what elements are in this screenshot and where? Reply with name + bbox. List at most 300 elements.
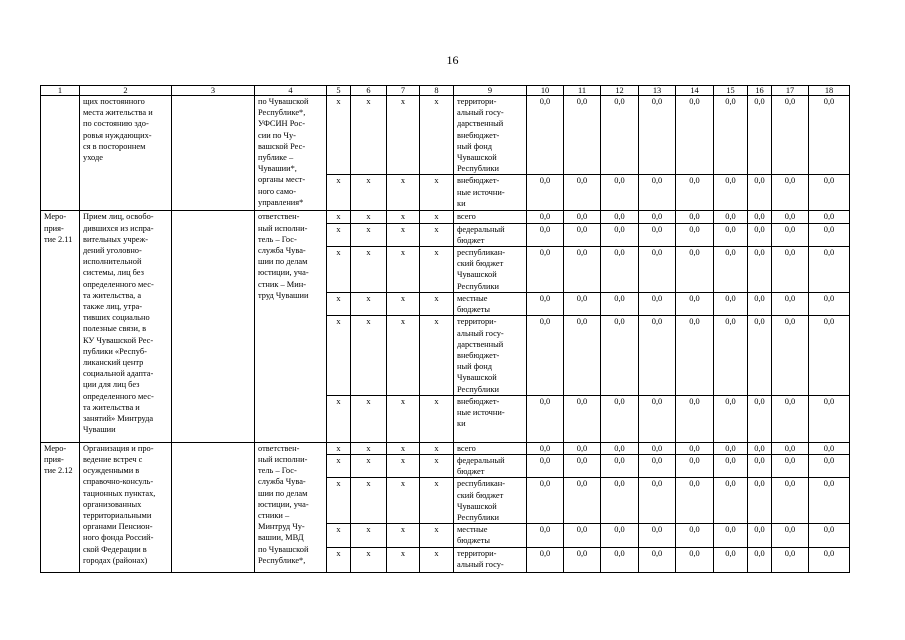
code-cell: x <box>420 524 454 547</box>
amount-cell: 0,0 <box>676 223 714 246</box>
amount-cell: 0,0 <box>748 478 772 524</box>
funding-source-line: федеральный <box>457 224 505 234</box>
activity-description <box>80 211 172 442</box>
amount-cell: 0,0 <box>601 478 639 524</box>
code-cell: x <box>387 247 420 293</box>
funding-source-line: ные источни- <box>457 408 505 418</box>
code-cell: x <box>327 478 351 524</box>
activity-number-line: Меро- <box>44 443 67 453</box>
column-number-7: 7 <box>387 86 420 96</box>
code-cell: x <box>351 175 387 211</box>
executor-description-line: тель – Гос- <box>258 466 297 476</box>
executor-description-line: вашии, МВД <box>258 533 304 543</box>
activity-description-line: ровья нуждающих- <box>83 130 152 140</box>
funding-source-line: ки <box>457 419 466 429</box>
activity-description-line: ного фонда Россий- <box>83 533 154 543</box>
funding-source <box>454 478 527 524</box>
column-number-8: 8 <box>420 86 454 96</box>
amount-cell: 0,0 <box>639 223 676 246</box>
code-cell: x <box>351 211 387 223</box>
amount-cell: 0,0 <box>772 395 809 442</box>
amount-cell: 0,0 <box>772 478 809 524</box>
executor-description-line: шии по делам <box>258 488 308 498</box>
amount-cell: 0,0 <box>564 455 601 478</box>
amount-cell: 0,0 <box>748 293 772 316</box>
code-cell: x <box>387 211 420 223</box>
amount-cell: 0,0 <box>639 478 676 524</box>
amount-cell: 0,0 <box>639 395 676 442</box>
code-cell: x <box>387 442 420 454</box>
funding-source-line: Чувашской <box>457 501 497 511</box>
funding-source-line: ки <box>457 198 466 208</box>
activity-description <box>80 96 172 211</box>
funding-source-line: всего <box>457 212 476 222</box>
executor-description-line: по Чувашской <box>258 544 309 554</box>
code-cell: x <box>351 442 387 454</box>
activity-number-line: тие 2.11 <box>44 234 73 244</box>
activity-description-line: определенного мес- <box>83 391 154 401</box>
amount-cell: 0,0 <box>714 478 748 524</box>
executor-description-line: Республике*, <box>258 108 306 118</box>
amount-cell: 0,0 <box>527 96 564 175</box>
executor-description-line: по Чувашской <box>258 97 309 106</box>
executor-description-line: тель – Гос- <box>258 234 297 244</box>
amount-cell: 0,0 <box>676 524 714 547</box>
code-cell: x <box>351 316 387 395</box>
funding-source-line: Чувашской <box>457 373 497 383</box>
code-cell: x <box>351 395 387 442</box>
funding-source-line: бюджет <box>457 467 485 477</box>
funding-source-line: бюджеты <box>457 305 491 315</box>
amount-cell: 0,0 <box>564 293 601 316</box>
amount-cell: 0,0 <box>748 395 772 442</box>
column-number-3: 3 <box>172 86 255 96</box>
amount-cell: 0,0 <box>676 316 714 395</box>
code-cell: x <box>327 442 351 454</box>
amount-cell: 0,0 <box>601 524 639 547</box>
table-row <box>41 211 850 223</box>
column-number-1: 1 <box>41 86 80 96</box>
amount-cell: 0,0 <box>527 524 564 547</box>
funding-source <box>454 223 527 246</box>
executor-description-line: служба Чува- <box>258 246 306 256</box>
code-cell: x <box>327 96 351 175</box>
activity-description-line: ликанский центр <box>83 358 144 368</box>
funding-source-line: дарственный <box>457 339 504 349</box>
activity-description-line: места жительства и <box>83 108 153 118</box>
funding-source <box>454 442 527 454</box>
amount-cell: 0,0 <box>748 175 772 211</box>
amount-cell: 0,0 <box>676 211 714 223</box>
activity-description-line: социальной адапта- <box>83 369 154 379</box>
funding-source-line: территори- <box>457 97 497 106</box>
amount-cell: 0,0 <box>809 223 850 246</box>
activity-description-line: тационных пунктах, <box>83 488 156 498</box>
funding-source-line: местные <box>457 294 488 304</box>
empty-cell <box>172 442 255 572</box>
activity-description-line: определенного мес- <box>83 279 154 289</box>
activity-description-line: полезные связи, в <box>83 324 147 334</box>
executor-description-line: Чувашии*, <box>258 164 297 174</box>
funding-source-line: Республики <box>457 384 500 394</box>
amount-cell: 0,0 <box>639 442 676 454</box>
amount-cell: 0,0 <box>714 96 748 175</box>
amount-cell: 0,0 <box>748 547 772 572</box>
activity-number-line: тие 2.12 <box>44 466 73 476</box>
amount-cell: 0,0 <box>564 316 601 395</box>
funding-source-line: территори- <box>457 548 497 558</box>
amount-cell: 0,0 <box>772 524 809 547</box>
amount-cell: 0,0 <box>772 96 809 175</box>
amount-cell: 0,0 <box>772 175 809 211</box>
executor-description <box>255 442 327 572</box>
funding-source-line: внебюджет- <box>457 176 500 186</box>
amount-cell: 0,0 <box>564 223 601 246</box>
amount-cell: 0,0 <box>639 524 676 547</box>
activity-number-line: Меро- <box>44 212 67 222</box>
activity-description-line: ведение встреч с <box>83 455 143 465</box>
funding-source-line: всего <box>457 443 476 453</box>
activity-description-line: та жительства, а <box>83 290 142 300</box>
funding-source-line: Чувашской <box>457 153 497 163</box>
code-cell: x <box>351 524 387 547</box>
funding-source <box>454 96 527 175</box>
amount-cell: 0,0 <box>809 442 850 454</box>
amount-cell: 0,0 <box>527 316 564 395</box>
code-cell: x <box>387 175 420 211</box>
activity-description-line: территориальными <box>83 511 152 521</box>
activity-number <box>41 442 80 572</box>
code-cell: x <box>327 293 351 316</box>
amount-cell: 0,0 <box>639 96 676 175</box>
amount-cell: 0,0 <box>748 316 772 395</box>
amount-cell: 0,0 <box>639 247 676 293</box>
activity-description-line: системы, лиц без <box>83 268 144 278</box>
amount-cell: 0,0 <box>639 316 676 395</box>
column-number-17: 17 <box>772 86 809 96</box>
amount-cell: 0,0 <box>714 175 748 211</box>
column-number-16: 16 <box>748 86 772 96</box>
amount-cell: 0,0 <box>564 442 601 454</box>
column-number-18: 18 <box>809 86 850 96</box>
amount-cell: 0,0 <box>772 211 809 223</box>
activity-description-line: исполнительной <box>83 257 142 267</box>
funding-source-line: внебюджет- <box>457 130 500 140</box>
amount-cell: 0,0 <box>714 223 748 246</box>
activity-description-line: органами Пенсион- <box>83 522 153 532</box>
amount-cell: 0,0 <box>772 455 809 478</box>
code-cell: x <box>327 223 351 246</box>
funding-source <box>454 395 527 442</box>
column-number-15: 15 <box>714 86 748 96</box>
amount-cell: 0,0 <box>527 395 564 442</box>
column-number-13: 13 <box>639 86 676 96</box>
code-cell: x <box>387 223 420 246</box>
amount-cell: 0,0 <box>772 293 809 316</box>
funding-source-line: ный фонд <box>457 362 493 372</box>
activity-description-line: ской Федерации в <box>83 544 147 554</box>
amount-cell: 0,0 <box>772 316 809 395</box>
funding-source-line: ные источни- <box>457 187 505 197</box>
executor-description-line: управления* <box>258 197 304 207</box>
activity-description-line: та жительства и <box>83 402 140 412</box>
amount-cell: 0,0 <box>714 547 748 572</box>
funding-source-line: внебюджет- <box>457 351 500 361</box>
code-cell: x <box>420 478 454 524</box>
amount-cell: 0,0 <box>601 223 639 246</box>
amount-cell: 0,0 <box>527 247 564 293</box>
amount-cell: 0,0 <box>639 211 676 223</box>
amount-cell: 0,0 <box>809 293 850 316</box>
amount-cell: 0,0 <box>564 247 601 293</box>
activity-number <box>41 211 80 442</box>
code-cell: x <box>351 293 387 316</box>
amount-cell: 0,0 <box>601 455 639 478</box>
executor-description-line: Минтруд Чу- <box>258 522 305 532</box>
activity-description-line: городах (районах) <box>83 555 148 565</box>
code-cell: x <box>327 395 351 442</box>
executor-description-line: ответствен- <box>258 443 300 453</box>
amount-cell: 0,0 <box>772 547 809 572</box>
activity-description-line: занятий» Минтруда <box>83 414 154 424</box>
column-number-9: 9 <box>454 86 527 96</box>
empty-cell <box>172 211 255 442</box>
amount-cell: 0,0 <box>527 442 564 454</box>
code-cell: x <box>420 96 454 175</box>
amount-cell: 0,0 <box>676 175 714 211</box>
column-number-5: 5 <box>327 86 351 96</box>
code-cell: x <box>420 316 454 395</box>
executor-description-line: труд Чувашии <box>258 290 309 300</box>
funding-source-line: ский бюджет <box>457 259 504 269</box>
amount-cell: 0,0 <box>601 442 639 454</box>
code-cell: x <box>387 478 420 524</box>
amount-cell: 0,0 <box>564 478 601 524</box>
amount-cell: 0,0 <box>748 455 772 478</box>
amount-cell: 0,0 <box>564 96 601 175</box>
amount-cell: 0,0 <box>809 395 850 442</box>
column-number-14: 14 <box>676 86 714 96</box>
funding-source <box>454 247 527 293</box>
executor-description-line: публике – <box>258 153 294 163</box>
funding-source-line: территори- <box>457 317 497 327</box>
funding-source-line: республикан- <box>457 248 506 258</box>
executor-description-line: вашской Рес- <box>258 141 306 151</box>
code-cell: x <box>327 524 351 547</box>
code-cell: x <box>420 395 454 442</box>
code-cell: x <box>387 524 420 547</box>
amount-cell: 0,0 <box>601 211 639 223</box>
column-number-12: 12 <box>601 86 639 96</box>
funding-source <box>454 211 527 223</box>
funding-source-line: республикан- <box>457 479 506 489</box>
amount-cell: 0,0 <box>601 316 639 395</box>
executor-description-line: Республике*, <box>258 555 306 565</box>
amount-cell: 0,0 <box>748 442 772 454</box>
code-cell: x <box>351 247 387 293</box>
funding-source <box>454 175 527 211</box>
amount-cell: 0,0 <box>714 442 748 454</box>
activity-description-line: также лиц, утра- <box>83 302 143 312</box>
activity-description-line: Организация и про- <box>83 443 154 453</box>
amount-cell: 0,0 <box>639 455 676 478</box>
code-cell: x <box>387 293 420 316</box>
activity-description-line: дившихся из испра- <box>83 223 154 233</box>
code-cell: x <box>387 96 420 175</box>
amount-cell: 0,0 <box>809 455 850 478</box>
activity-description-line: по состоянию здо- <box>83 119 149 129</box>
code-cell: x <box>351 478 387 524</box>
amount-cell: 0,0 <box>809 96 850 175</box>
code-cell: x <box>387 547 420 572</box>
executor-description-line: служба Чува- <box>258 477 306 487</box>
amount-cell: 0,0 <box>809 524 850 547</box>
activity-description-line: уходе <box>83 153 103 163</box>
funding-source-line: Республики <box>457 164 500 174</box>
executor-description <box>255 96 327 211</box>
activity-description-line: Прием лиц, освобо- <box>83 212 154 222</box>
funding-source <box>454 316 527 395</box>
funding-source-line: альный госу- <box>457 559 504 569</box>
amount-cell: 0,0 <box>714 293 748 316</box>
code-cell: x <box>387 395 420 442</box>
column-number-row <box>41 86 850 96</box>
amount-cell: 0,0 <box>809 547 850 572</box>
funding-source-line: местные <box>457 525 488 535</box>
column-number-2: 2 <box>80 86 172 96</box>
amount-cell: 0,0 <box>809 478 850 524</box>
funding-source-line: федеральный <box>457 456 505 466</box>
amount-cell: 0,0 <box>748 247 772 293</box>
activity-description-line: организованных <box>83 499 142 509</box>
amount-cell: 0,0 <box>676 442 714 454</box>
activity-description-line: вительных учреж- <box>83 234 149 244</box>
activity-number-line: прия- <box>44 223 64 233</box>
executor-description-line: стники – <box>258 511 290 521</box>
funding-source <box>454 547 527 572</box>
code-cell: x <box>327 316 351 395</box>
activity-description-line: КУ Чувашской Рес- <box>83 335 154 345</box>
activity-description-line: щих постоянного <box>83 97 145 106</box>
column-number-4: 4 <box>255 86 327 96</box>
funding-source <box>454 293 527 316</box>
funding-source-line: дарственный <box>457 119 504 129</box>
code-cell: x <box>420 293 454 316</box>
executor-description-line: юстиции, уча- <box>258 268 309 278</box>
funding-source <box>454 524 527 547</box>
amount-cell: 0,0 <box>809 316 850 395</box>
code-cell: x <box>327 455 351 478</box>
amount-cell: 0,0 <box>601 293 639 316</box>
funding-source-line: ский бюджет <box>457 490 504 500</box>
funding-source-line: Республики <box>457 513 500 523</box>
amount-cell: 0,0 <box>809 247 850 293</box>
amount-cell: 0,0 <box>601 247 639 293</box>
code-cell: x <box>327 211 351 223</box>
amount-cell: 0,0 <box>714 247 748 293</box>
column-number-10: 10 <box>527 86 564 96</box>
code-cell: x <box>420 547 454 572</box>
amount-cell: 0,0 <box>527 211 564 223</box>
funding-source-line: альный госу- <box>457 328 504 338</box>
executor-description-line: юстиции, уча- <box>258 499 309 509</box>
funding-source-line: бюджеты <box>457 536 491 546</box>
activity-number-line: прия- <box>44 455 64 465</box>
amount-cell: 0,0 <box>639 175 676 211</box>
executor-description-line: стник – Мин- <box>258 279 306 289</box>
amount-cell: 0,0 <box>714 211 748 223</box>
code-cell: x <box>351 547 387 572</box>
column-number-11: 11 <box>564 86 601 96</box>
executor-description-line: сии по Чу- <box>258 130 296 140</box>
amount-cell: 0,0 <box>639 293 676 316</box>
activity-description-line: справочно-консуль- <box>83 477 154 487</box>
executor-description-line: ный исполни- <box>258 223 308 233</box>
amount-cell: 0,0 <box>564 547 601 572</box>
funding-source-line: Чувашской <box>457 270 497 280</box>
activity-description <box>80 442 172 572</box>
executor-description-line: органы мест- <box>258 175 306 185</box>
amount-cell: 0,0 <box>676 293 714 316</box>
amount-cell: 0,0 <box>714 395 748 442</box>
amount-cell: 0,0 <box>676 455 714 478</box>
executor-description <box>255 211 327 442</box>
code-cell: x <box>420 211 454 223</box>
amount-cell: 0,0 <box>714 316 748 395</box>
code-cell: x <box>351 455 387 478</box>
funding-source <box>454 455 527 478</box>
code-cell: x <box>420 247 454 293</box>
amount-cell: 0,0 <box>772 223 809 246</box>
amount-cell: 0,0 <box>564 175 601 211</box>
code-cell: x <box>387 455 420 478</box>
activity-description-line: Чувашии <box>83 425 116 435</box>
page-number: 16 <box>446 53 459 67</box>
activity-description-line: ции для лиц без <box>83 380 140 390</box>
amount-cell: 0,0 <box>676 547 714 572</box>
amount-cell: 0,0 <box>772 247 809 293</box>
executor-description-line: шии по делам <box>258 257 308 267</box>
amount-cell: 0,0 <box>639 547 676 572</box>
amount-cell: 0,0 <box>527 293 564 316</box>
table-row <box>41 442 850 454</box>
funding-source-line: бюджет <box>457 235 485 245</box>
amount-cell: 0,0 <box>676 478 714 524</box>
activity-number <box>41 96 80 211</box>
empty-cell <box>172 96 255 211</box>
table-row <box>41 96 850 175</box>
amount-cell: 0,0 <box>748 223 772 246</box>
funding-source-line: Республики <box>457 281 500 291</box>
activity-description-line: публики «Респуб- <box>83 346 147 356</box>
code-cell: x <box>327 175 351 211</box>
budget-table <box>40 85 850 573</box>
amount-cell: 0,0 <box>527 547 564 572</box>
code-cell: x <box>387 316 420 395</box>
activity-description-line: ся в постороннем <box>83 141 146 151</box>
amount-cell: 0,0 <box>601 547 639 572</box>
amount-cell: 0,0 <box>772 442 809 454</box>
amount-cell: 0,0 <box>748 524 772 547</box>
executor-description-line: ный исполни- <box>258 455 308 465</box>
amount-cell: 0,0 <box>714 524 748 547</box>
executor-description-line: УФСИН Рос- <box>258 119 306 129</box>
activity-description-line: осужденными в <box>83 466 140 476</box>
amount-cell: 0,0 <box>601 96 639 175</box>
funding-source-line: ный фонд <box>457 141 493 151</box>
amount-cell: 0,0 <box>809 211 850 223</box>
amount-cell: 0,0 <box>527 223 564 246</box>
